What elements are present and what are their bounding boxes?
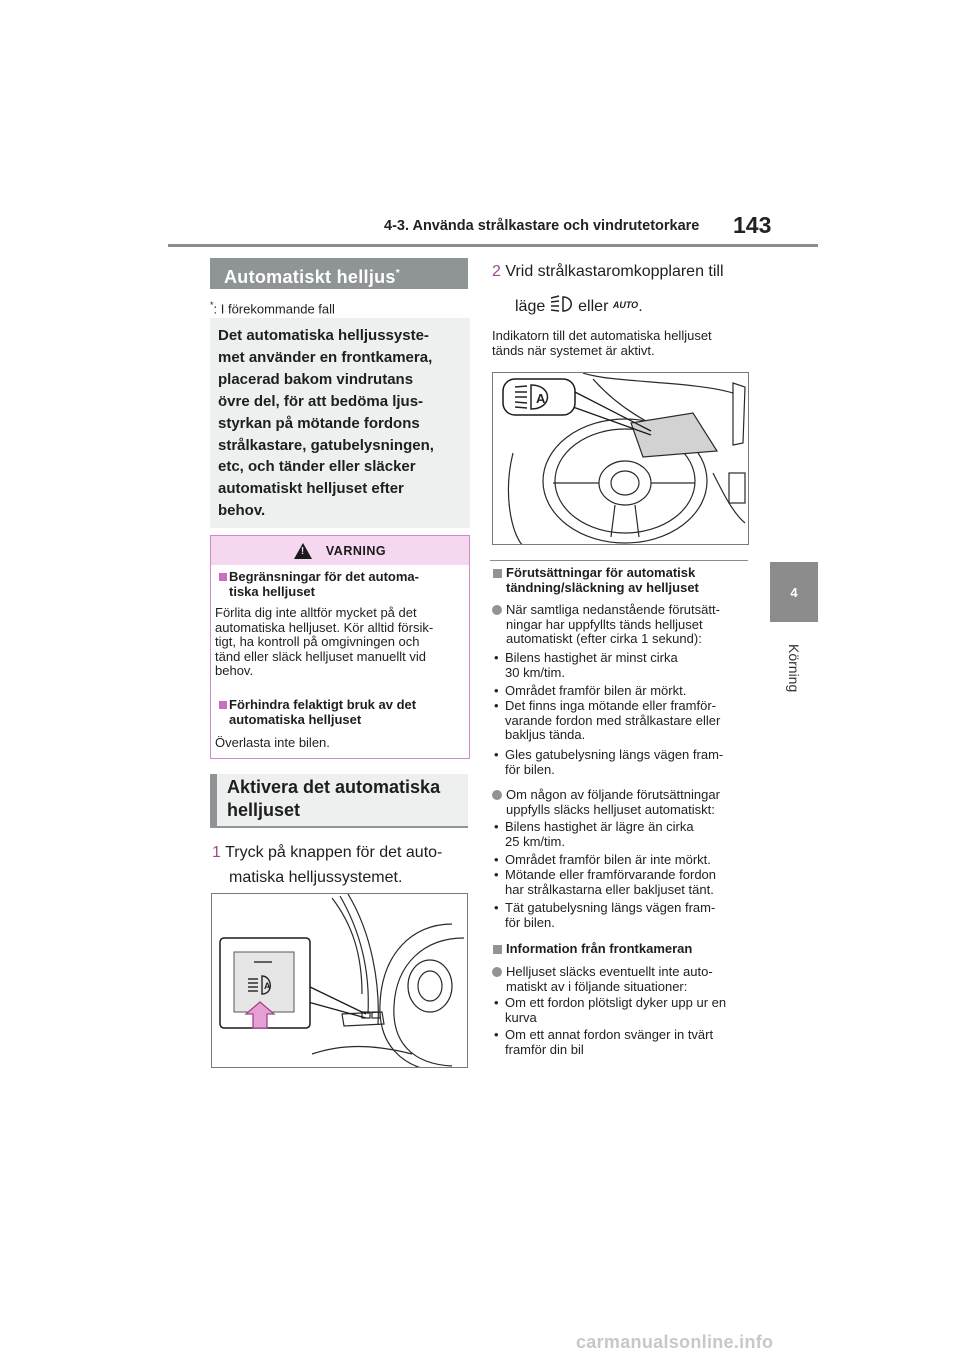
section-heading-activate — [210, 774, 468, 828]
svg-text:A: A — [536, 391, 546, 406]
condition-line: Området framför bilen är inte mörkt. — [505, 852, 711, 867]
bullet-dot: • — [494, 650, 499, 665]
intro-line: strålkastare, gatubelysningen, — [218, 436, 434, 454]
warning-item1-title-line: Begränsningar för det automa- — [229, 569, 419, 584]
conditions-off-intro — [490, 788, 768, 817]
section-heading-automatic-high-beam — [210, 258, 468, 289]
step-text: Vrid strålkastaromkopplaren till — [505, 263, 724, 280]
bullet-dot: • — [494, 747, 499, 762]
intro-line: placerad bakom vindrutans — [218, 370, 414, 388]
warning-item2-title — [215, 698, 479, 727]
condition-line: bakljus tända. — [505, 727, 586, 742]
warning-item1-text-line: automatiska helljuset. Kör alltid försik- — [215, 619, 434, 635]
bullet-dot: • — [494, 683, 499, 698]
warning-box — [210, 535, 470, 759]
condition-line: 30 km/tim. — [505, 664, 565, 680]
square-bullet-icon — [493, 569, 502, 578]
condition-line: för bilen. — [505, 761, 555, 777]
condition-on-item — [493, 699, 765, 743]
condition-off-item — [493, 853, 765, 868]
bullet-dot: • — [494, 819, 499, 834]
camera-info-intro-line: matiskt av i följande situationer: — [506, 978, 688, 994]
camera-info-line: kurva — [505, 1009, 537, 1025]
camera-info-line: Om ett annat fordon svänger in tvärt — [505, 1027, 714, 1042]
bullet-dot: • — [494, 867, 499, 882]
step-text: eller — [578, 298, 609, 315]
square-bullet-icon — [493, 945, 502, 954]
condition-on-item — [493, 651, 765, 680]
step-number: 1 — [212, 844, 221, 861]
warning-header — [211, 536, 469, 565]
step-1 — [212, 840, 472, 890]
chapter-label-box — [768, 632, 820, 692]
warning-label: VARNING — [325, 543, 387, 558]
conditions-on-intro — [490, 603, 768, 647]
instrument-cluster-illustration — [493, 373, 749, 545]
step-text: läge — [515, 298, 546, 315]
condition-line: 25 km/tim. — [505, 833, 565, 849]
step-number: 2 — [492, 263, 501, 280]
auto-symbol-icon: AUTO — [612, 300, 639, 310]
camera-info-intro — [490, 965, 768, 994]
condition-line: Det finns inga mötande eller framför- — [505, 698, 716, 713]
intro-line: automatiskt helljuset efter — [218, 480, 404, 498]
camera-info-item — [493, 1028, 765, 1057]
footnote — [210, 300, 335, 316]
conditions-off-intro-line: Om någon av följande förutsättningar — [506, 787, 720, 802]
step-text: . — [638, 298, 643, 315]
intro-line: övre del, för att bedöma ljus- — [218, 392, 424, 410]
bullet-dot: • — [494, 995, 499, 1010]
square-bullet-icon — [219, 701, 227, 709]
condition-line: Området framför bilen är mörkt. — [505, 683, 687, 698]
camera-info-title-text: Information från frontkameran — [506, 941, 693, 956]
intro-line: met använder en frontkamera, — [218, 348, 433, 366]
warning-item1-text-line: tigt, ha kontroll på omgivningen och — [215, 634, 420, 649]
conditions-on-intro-line: automatiskt (efter cirka 1 sekund): — [506, 631, 702, 646]
condition-off-item — [493, 901, 765, 930]
camera-info-line: Om ett fordon plötsligt dyker upp ur en — [505, 995, 727, 1010]
warning-item1-text-line: tänd eller släck helljuset manuellt vid — [215, 648, 426, 664]
intro-box — [210, 318, 470, 528]
intro-line: behov. — [218, 502, 266, 520]
dashboard-button-illustration — [212, 894, 468, 1068]
right-divider — [490, 560, 748, 561]
condition-on-item — [493, 748, 765, 777]
header-divider — [168, 244, 818, 247]
camera-info-intro-line: Helljuset släcks eventuellt inte auto- — [506, 964, 713, 979]
circle-bullet-icon — [492, 605, 502, 615]
condition-line: för bilen. — [505, 914, 555, 930]
chapter-tab — [770, 562, 818, 622]
section-title: 4-3. Använda strålkastare och vindrutetorkare — [384, 218, 700, 234]
section-heading-text: Automatiskt helljus — [224, 267, 396, 287]
condition-line: Tät gatubelysning längs vägen fram- — [505, 900, 716, 915]
conditions-title-line: tändning/släckning av helljuset — [506, 579, 699, 595]
condition-off-item — [493, 820, 765, 849]
condition-line: varande fordon med strålkastare eller — [505, 712, 721, 728]
warning-item1-text-line: Förlita dig inte alltför mycket på det — [215, 605, 417, 620]
camera-info-line: framför din bil — [505, 1041, 584, 1057]
footnote-text: : I förekommande fall — [213, 301, 335, 317]
warning-item2-title-line: Förhindra felaktigt bruk av det — [229, 697, 417, 712]
condition-line: Mötande eller framförvarande fordon — [505, 867, 717, 882]
circle-bullet-icon — [492, 967, 502, 977]
step-2 — [492, 259, 757, 319]
warning-item1-title — [215, 570, 479, 599]
bullet-dot: • — [494, 1027, 499, 1042]
step-text: Tryck på knappen för det auto- — [225, 844, 443, 861]
heading-asterisk: * — [395, 268, 400, 279]
conditions-on-intro-line: ningar har uppfyllts tänds helljuset — [506, 616, 703, 632]
condition-line: Gles gatubelysning längs vägen fram- — [505, 747, 724, 762]
bullet-dot: • — [494, 900, 499, 915]
condition-line: har strålkastarna eller bakljuset tänt. — [505, 881, 714, 897]
circle-bullet-icon — [492, 790, 502, 800]
intro-line: Det automatiska helljussyste- — [218, 327, 429, 344]
square-bullet-icon — [219, 573, 227, 581]
warning-item1-text-line: behov. — [215, 663, 254, 678]
condition-line: Bilens hastighet är lägre än cirka — [505, 819, 694, 834]
bullet-dot: • — [494, 852, 499, 867]
chapter-label: Körning — [786, 644, 802, 693]
footnote-mark: * — [210, 300, 214, 310]
step-text-line2 — [492, 293, 757, 319]
condition-off-item — [493, 868, 765, 897]
indicator-note — [492, 329, 754, 358]
figure-indicator — [492, 372, 749, 545]
condition-line: Bilens hastighet är minst cirka — [505, 650, 678, 665]
section-heading-line: helljuset — [227, 800, 301, 820]
conditions-off-intro-line: uppfylls släcks helljuset automatiskt: — [506, 801, 715, 817]
condition-on-item — [493, 684, 765, 699]
indicator-note-line: Indikatorn till det automatiska helljuset — [492, 328, 712, 343]
watermark: carmanualsonline.info — [576, 1332, 774, 1352]
conditions-title-line: Förutsättningar för automatisk — [506, 565, 696, 580]
warning-item1-title-line: tiska helljuset — [229, 583, 315, 599]
camera-info-item — [493, 996, 765, 1025]
warning-item1-text — [215, 606, 467, 679]
conditions-on-intro-line: När samtliga nedanstående förutsätt- — [506, 602, 720, 617]
auto-high-beam-symbol-icon — [550, 294, 574, 314]
chapter-number: 4 — [790, 584, 798, 600]
indicator-note-line: tänds när systemet är aktivt. — [492, 342, 655, 358]
bullet-dot: • — [494, 698, 499, 713]
section-heading-line: Aktivera det automatiska — [227, 777, 441, 797]
intro-line: etc, och tänder eller släcker — [218, 458, 416, 476]
figure-ahb-button — [211, 893, 468, 1068]
intro-line: styrkan på mötande fordons — [218, 414, 420, 432]
warning-item2-title-line: automatiska helljuset — [229, 711, 362, 727]
page-number: 143 — [733, 212, 772, 238]
step-text: matiska helljussystemet. — [229, 869, 403, 886]
svg-text:A: A — [264, 981, 271, 991]
warning-item2-text: Överlasta inte bilen. — [215, 735, 330, 750]
warning-triangle-icon — [294, 543, 312, 559]
conditions-title — [490, 566, 768, 595]
camera-info-title — [490, 942, 768, 957]
